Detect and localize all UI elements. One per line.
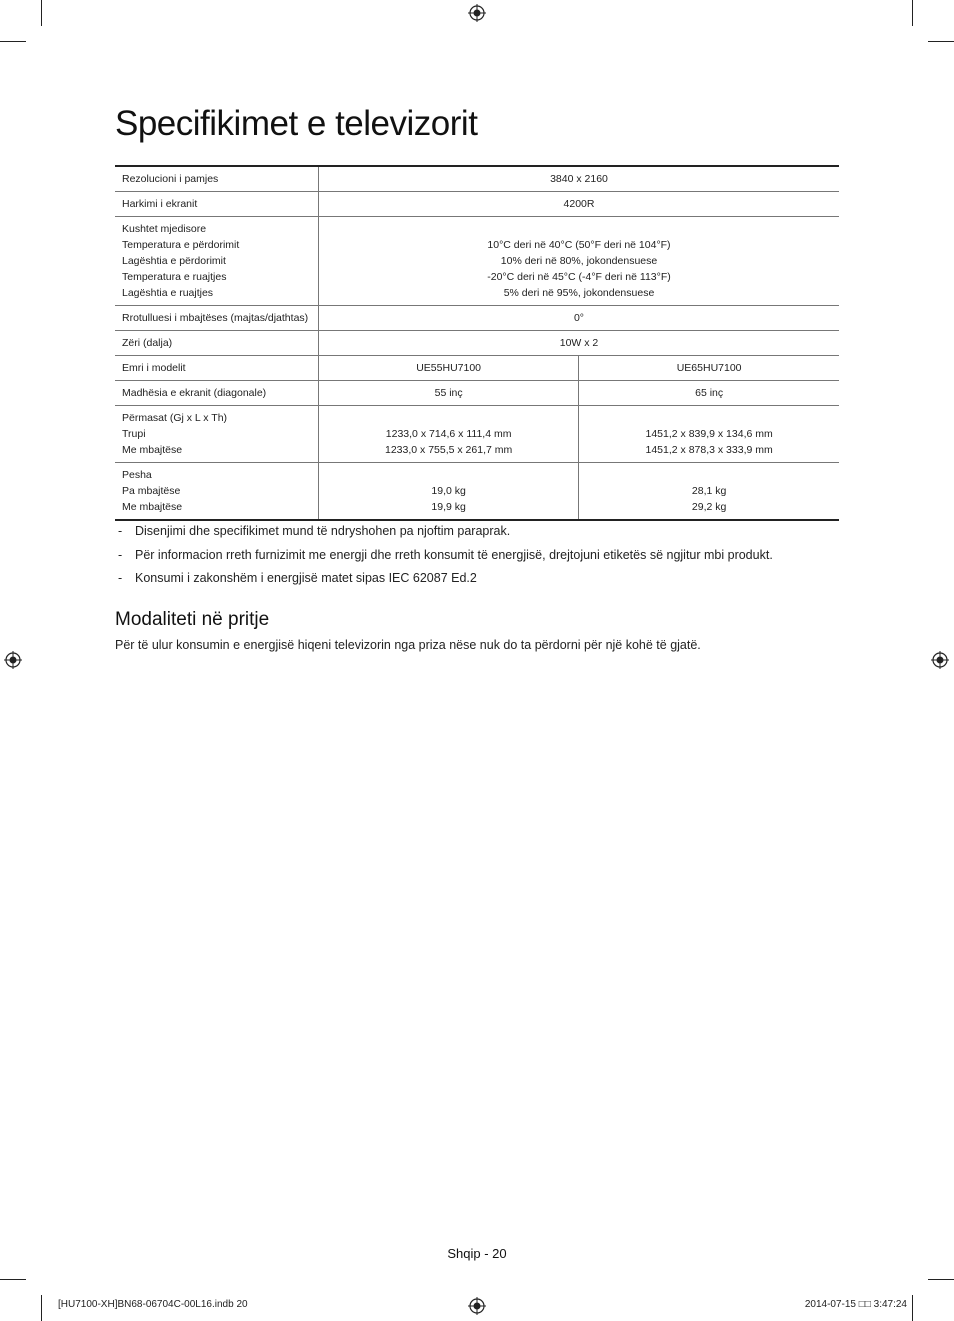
notes-list [118,523,773,594]
table-row [115,331,839,356]
note-text: Për informacion rreth furnizimit me energji dhe rreth konsumit të energjisë, drejtojuni etiketës së ngjitur mbi produkt. [135,547,773,562]
table-row [115,406,839,463]
bullet-dash: - [118,547,123,562]
spec-value-model-2: 65 inç [579,381,839,406]
page-number: Shqip - 20 [447,1246,507,1261]
spec-value-line: -20°C deri në 45°C (-4°F deri në 113°F) [487,271,671,283]
spec-value-line: 10% deri në 80%, jokondensuese [500,255,658,267]
crop-mark-bottom-left-h [0,1279,26,1280]
spec-label-line: Përmasat (Gj x L x Th) [122,412,228,424]
imprint-timestamp: 2014-07-15 □□ 3:47:24 [804,1299,907,1310]
registration-mark-icon [4,651,22,669]
spec-value-line: 19,0 kg [431,485,466,497]
spec-value-model-2: UE65HU7100 [579,356,839,381]
spec-value: 3840 x 2160 [319,166,840,192]
imprint-file: [HU7100-XH]BN68-06704C-00L16.indb 20 [58,1299,248,1310]
spec-value-model-1 [319,463,579,521]
spec-value-line: 19,9 kg [431,501,466,513]
spec-value-line: 10°C deri në 40°C (50°F deri në 104°F) [487,239,671,251]
registration-mark-icon [468,1297,486,1315]
crop-mark-top-right-h [928,41,954,42]
spec-value-line: 29,2 kg [691,501,727,513]
spec-label-line: Pa mbajtëse [122,485,181,497]
crop-mark-top-left-h [0,41,26,42]
spec-label: Rrotulluesi i mbajtëses (majtas/djathtas) [115,306,319,331]
spec-label: Harkimi i ekranit [115,192,319,217]
note-text: Konsumi i zakonshëm i energjisë matet sipas IEC 62087 Ed.2 [135,571,477,585]
spec-label-line: Lagështia e ruajtjes [122,287,214,299]
spec-label: Zëri (dalja) [115,331,319,356]
spec-value: 0° [319,306,840,331]
spec-value [319,217,840,306]
crop-mark-bottom-right-v [912,1295,913,1321]
spec-label [115,406,319,463]
spec-label-line: Temperatura e përdorimit [122,239,240,251]
spec-label-line: Trupi [122,428,146,440]
spec-value-line: 1451,2 x 839,9 x 134,6 mm [645,428,773,440]
spec-label-line: Kushtet mjedisore [122,223,207,235]
list-item [118,523,773,547]
spec-label-line: Temperatura e ruajtjes [122,271,227,283]
crop-mark-bottom-left-v [41,1295,42,1321]
table-row [115,463,839,521]
spec-table [115,165,839,521]
table-row [115,192,839,217]
table-row [115,381,839,406]
list-item [118,570,773,594]
table-row [115,217,839,306]
spec-label-line: Me mbajtëse [122,444,183,456]
bullet-dash: - [118,524,123,538]
spec-label [115,217,319,306]
crop-mark-top-left-v [41,0,42,26]
spec-value-model-1: 55 inç [319,381,579,406]
spec-value-line: 1233,0 x 755,5 x 261,7 mm [385,444,513,456]
spec-value-line: 1451,2 x 878,3 x 333,9 mm [645,444,773,456]
spec-label: Emri i modelit [115,356,319,381]
spec-value-model-1: UE55HU7100 [319,356,579,381]
list-item [118,547,773,571]
spec-label-line: Lagështia e përdorimit [122,255,226,267]
bullet-dash: - [118,571,123,585]
table-row [115,166,839,192]
spec-value: 4200R [319,192,840,217]
crop-mark-bottom-right-h [928,1279,954,1280]
spec-value: 10W x 2 [319,331,840,356]
spec-value-line: 1233,0 x 714,6 x 111,4 mm [385,428,512,440]
table-row [115,356,839,381]
spec-value-line: 28,1 kg [691,485,727,497]
crop-mark-top-right-v [912,0,913,26]
spec-value-model-2 [579,406,839,463]
section-heading: Modaliteti në pritje [115,609,270,630]
note-text: Disenjimi dhe specifikimet mund të ndryshohen pa njoftim paraprak. [135,524,511,538]
page-title: Specifikimet e televizorit [115,104,478,143]
registration-mark-icon [931,651,949,669]
spec-value-model-1 [319,406,579,463]
spec-label [115,463,319,521]
spec-label-line: Pesha [122,469,152,481]
spec-label-line: Me mbajtëse [122,501,183,513]
spec-value-model-2 [579,463,839,521]
spec-label: Madhësia e ekranit (diagonale) [115,381,319,406]
spec-value-line: 5% deri në 95%, jokondensuese [503,287,655,299]
registration-mark-icon [468,4,486,22]
table-row [115,306,839,331]
section-paragraph: Për të ulur konsumin e energjisë hiqeni televizorin nga priza nëse nuk do ta përdorni për një kohë të gjatë. [115,638,701,652]
spec-label: Rezolucioni i pamjes [115,166,319,192]
